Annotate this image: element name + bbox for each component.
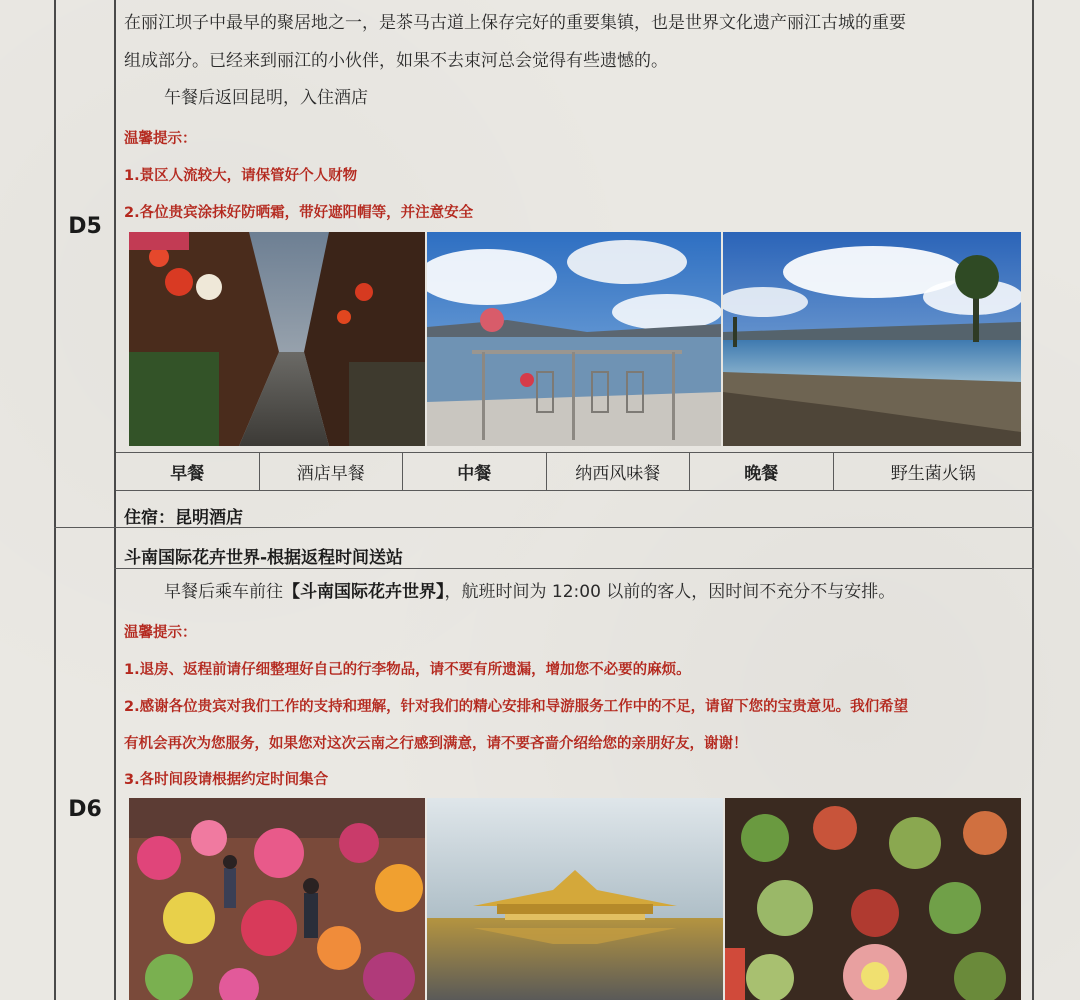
photo-lakeside-terrace — [427, 232, 721, 446]
d5-stay: 住宿：昆明酒店 — [124, 508, 243, 528]
d6-title: 斗南国际花卉世界-根据返程时间送站 — [124, 548, 404, 568]
photo-old-town-street — [129, 232, 425, 446]
d6-intro-highlight: 【斗南国际花卉世界】 — [283, 582, 445, 602]
d5-tip1: 1.景区人流较大，请保管好个人财物 — [124, 168, 358, 184]
d6-tip2-line2: 有机会再次为您服务，如果您对这次云南之行感到满意，请不要吝啬介绍给您的亲朋好友，谢谢！ — [124, 736, 748, 752]
d6-tip2-line1: 2.感谢各位贵宾对我们工作的支持和理解，针对我们的精心安排和导游服务工作中的不足，请留下您的宝贵意见。我们希望 — [124, 699, 909, 715]
table-border-day-column — [114, 0, 116, 1000]
d6-intro-post: ，航班时间为 12:00 以前的客人，因时间不充分不与安排。 — [444, 582, 896, 602]
meal-breakfast-label: 早餐 — [116, 453, 260, 490]
meal-lunch-value: 纳西风味餐 — [547, 453, 691, 490]
d5-intro-line1: 在丽江坝子中最早的聚居地之一，是茶马古道上保存完好的重要集镇，也是世界文化遗产丽江古城的重要 — [124, 13, 906, 33]
d5-tips-title: 温馨提示： — [124, 131, 197, 147]
d6-title-separator — [114, 568, 1034, 569]
d6-tip1: 1.退房、返程前请仔细整理好自己的行李物品，请不要有所遗漏，增加您不必要的麻烦。 — [124, 662, 691, 678]
meal-dinner-label: 晚餐 — [690, 453, 834, 490]
photo-lake-shore — [723, 232, 1021, 446]
meal-breakfast-value: 酒店早餐 — [260, 453, 404, 490]
d5-meals-table — [116, 452, 1033, 491]
table-border-left — [54, 0, 56, 1000]
photo-flower-market — [129, 798, 425, 1000]
day-label-d5: D5 — [68, 214, 102, 239]
d6-tips-title: 温馨提示： — [124, 625, 197, 641]
photo-golden-pavilion — [427, 798, 723, 1000]
d6-intro-pre: 早餐后乘车前往 — [164, 582, 283, 602]
d5-tip2: 2.各位贵宾涂抹好防晒霜，带好遮阳帽等，并注意安全 — [124, 205, 474, 221]
photo-succulents — [725, 798, 1021, 1000]
table-border-right — [1032, 0, 1034, 1000]
d6-tip3: 3.各时间段请根据约定时间集合 — [124, 772, 329, 788]
d5-intro-line2: 组成部分。已经来到丽江的小伙伴，如果不去束河总会觉得有些遗憾的。 — [124, 51, 668, 71]
meal-dinner-value: 野生菌火锅 — [890, 464, 976, 484]
day-label-d6: D6 — [68, 797, 102, 822]
d6-intro — [164, 574, 1029, 611]
d5-afternoon: 午餐后返回昆明，入住酒店 — [164, 88, 368, 108]
meal-lunch-label: 中餐 — [403, 453, 547, 490]
